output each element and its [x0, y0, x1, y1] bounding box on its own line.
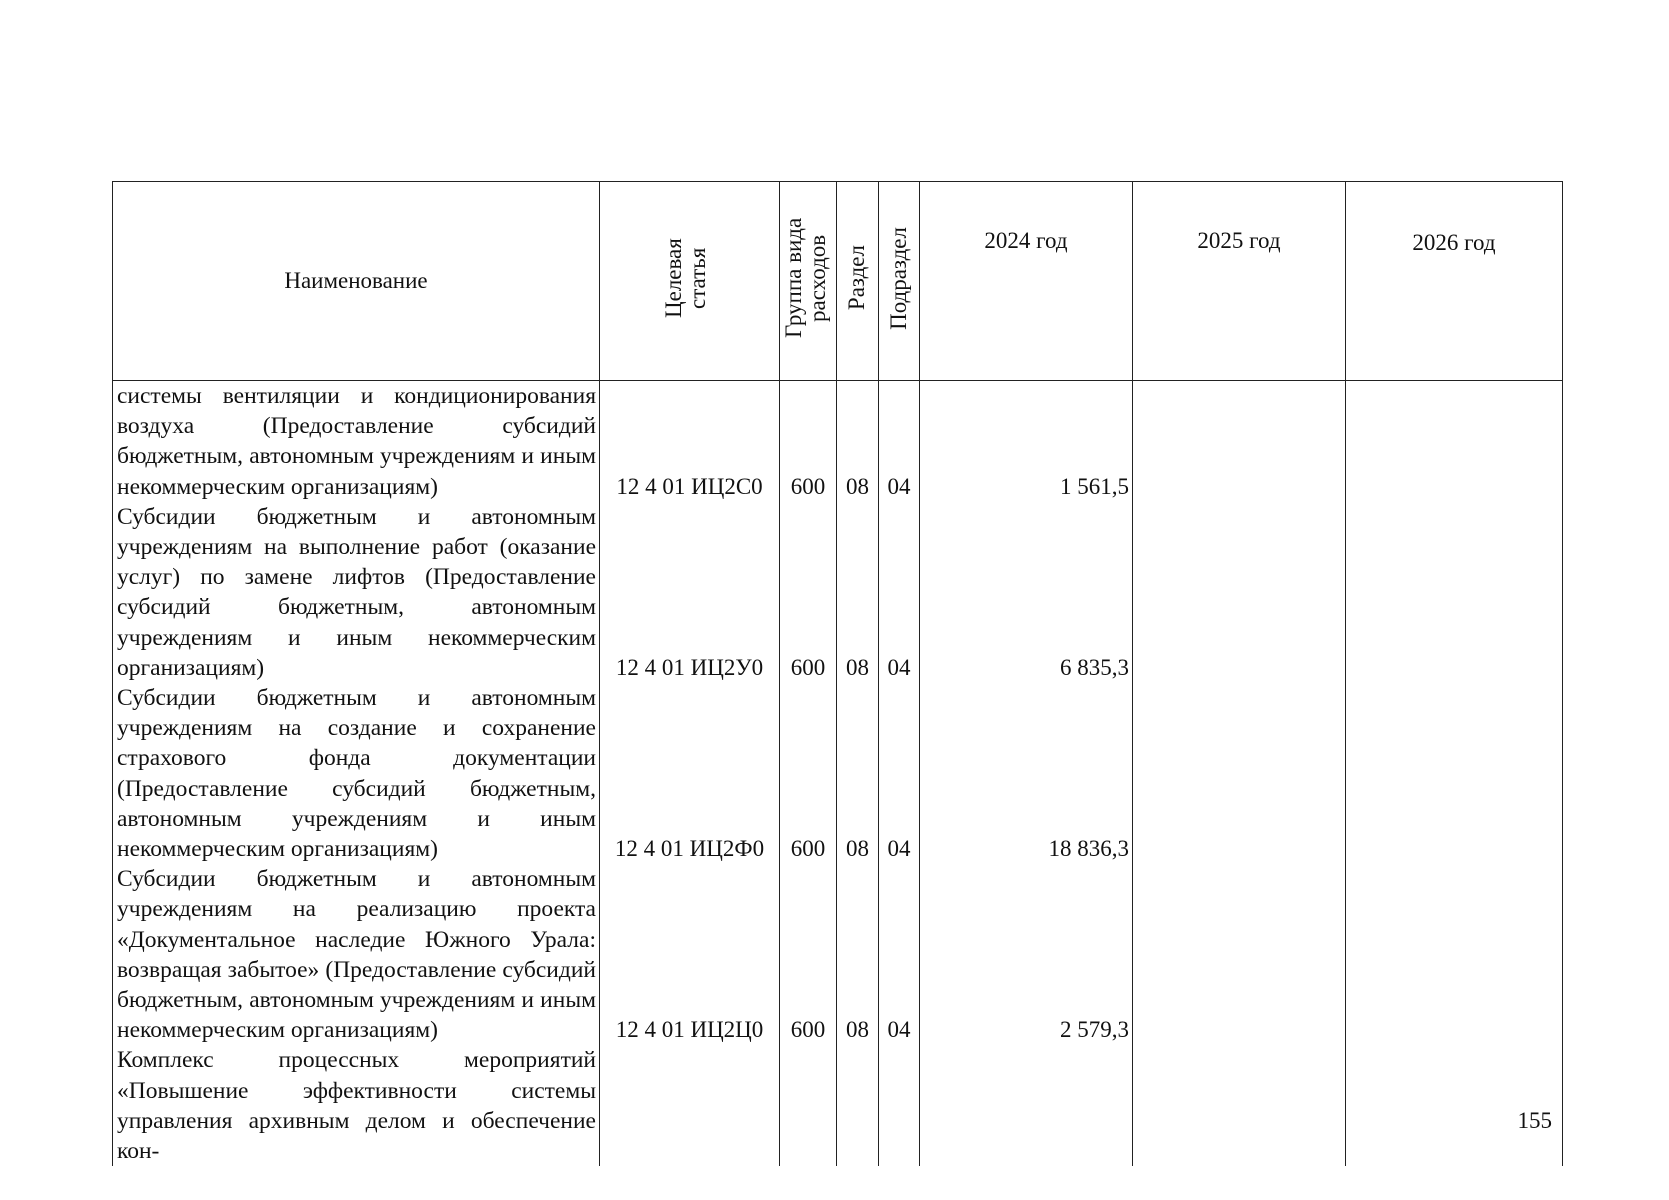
row-amount-2024: 6 835,3	[920, 502, 1133, 683]
table-row	[113, 683, 1563, 864]
row-subsection: 04	[879, 864, 920, 1045]
row-subsection	[879, 1045, 920, 1166]
row-subsection: 04	[879, 683, 920, 864]
header-subsection	[879, 182, 920, 381]
row-amount-2024: 1 561,5	[920, 381, 1133, 502]
row-amount-2026	[1346, 683, 1563, 864]
header-expense-group-label: Группа вида расходов	[781, 217, 831, 339]
row-amount-2025	[1133, 381, 1346, 502]
table-row	[113, 1045, 1563, 1166]
header-year-2025-label: 2025 год	[1197, 228, 1281, 253]
row-amount-2024: 18 836,3	[920, 683, 1133, 864]
row-subsection: 04	[879, 502, 920, 683]
row-expense-group: 600	[780, 683, 837, 864]
row-amount-2025	[1133, 1045, 1346, 1166]
row-name: Комплекс процессных мероприятий «Повышение эффективности системы управления архивным делом и обеспечение кон-	[113, 1045, 600, 1166]
row-section: 08	[837, 683, 879, 864]
row-target-article	[600, 1045, 780, 1166]
page-number: 155	[1517, 1108, 1552, 1133]
row-section: 08	[837, 502, 879, 683]
row-target-article: 12 4 01 ИЦ2С0	[600, 381, 780, 502]
header-expense-group	[780, 182, 837, 381]
row-expense-group: 600	[780, 502, 837, 683]
row-target-article: 12 4 01 ИЦ2У0	[600, 502, 780, 683]
row-name: Субсидии бюджетным и автономным учреждениям на создание и сохранение страхового фонда документации (Предоставление субсидий бюджетным, автономным учреждениям и иным некоммерческим организациям)	[113, 683, 600, 864]
table-row	[113, 502, 1563, 683]
header-year-2024	[920, 182, 1133, 381]
header-subsection-label: Подраздел	[885, 226, 911, 330]
table-row	[113, 864, 1563, 1045]
budget-table	[112, 181, 1563, 1166]
row-section: 08	[837, 864, 879, 1045]
row-expense-group: 600	[780, 864, 837, 1045]
row-amount-2024	[920, 1045, 1133, 1166]
header-name	[113, 182, 600, 381]
header-year-2025	[1133, 182, 1346, 381]
row-section	[837, 1045, 879, 1166]
header-year-2026-label: 2026 год	[1412, 230, 1496, 255]
row-amount-2025	[1133, 864, 1346, 1045]
row-subsection: 04	[879, 381, 920, 502]
row-amount-2025	[1133, 683, 1346, 864]
row-target-article: 12 4 01 ИЦ2Ц0	[600, 864, 780, 1045]
row-expense-group	[780, 1045, 837, 1166]
row-expense-group: 600	[780, 381, 837, 502]
row-amount-2026	[1346, 381, 1563, 502]
header-section	[837, 182, 879, 381]
header-section-label: Раздел	[844, 245, 870, 311]
row-amount-2026	[1346, 502, 1563, 683]
table-header-row	[113, 182, 1563, 381]
table-row	[113, 381, 1563, 502]
row-amount-2026	[1346, 864, 1563, 1045]
row-amount-2026	[1346, 1045, 1563, 1166]
header-name-label: Наименование	[284, 268, 428, 293]
header-target-article	[600, 182, 780, 381]
row-name: системы вентиляции и кондиционирования воздуха (Предоставление субсидий бюджетным, автономным учреждениям и иным некоммерческим организациям)	[113, 381, 600, 502]
header-year-2024-label: 2024 год	[984, 228, 1068, 253]
row-amount-2025	[1133, 502, 1346, 683]
row-name: Субсидии бюджетным и автономным учреждениям на выполнение работ (оказание услуг) по замене лифтов (Предоставление субсидий бюджетным, автономным учреждениям и иным некоммерческим организациям)	[113, 502, 600, 683]
header-target-article-label: Целевая статья	[660, 238, 710, 318]
row-section: 08	[837, 381, 879, 502]
row-target-article: 12 4 01 ИЦ2Ф0	[600, 683, 780, 864]
header-year-2026	[1346, 182, 1563, 381]
row-amount-2024: 2 579,3	[920, 864, 1133, 1045]
row-name: Субсидии бюджетным и автономным учреждениям на реализацию проекта «Документальное наследие Южного Урала: возвращая забытое» (Предоставление субсидий бюджетным, автономным учреждениям и иным некоммерческим организациям)	[113, 864, 600, 1045]
